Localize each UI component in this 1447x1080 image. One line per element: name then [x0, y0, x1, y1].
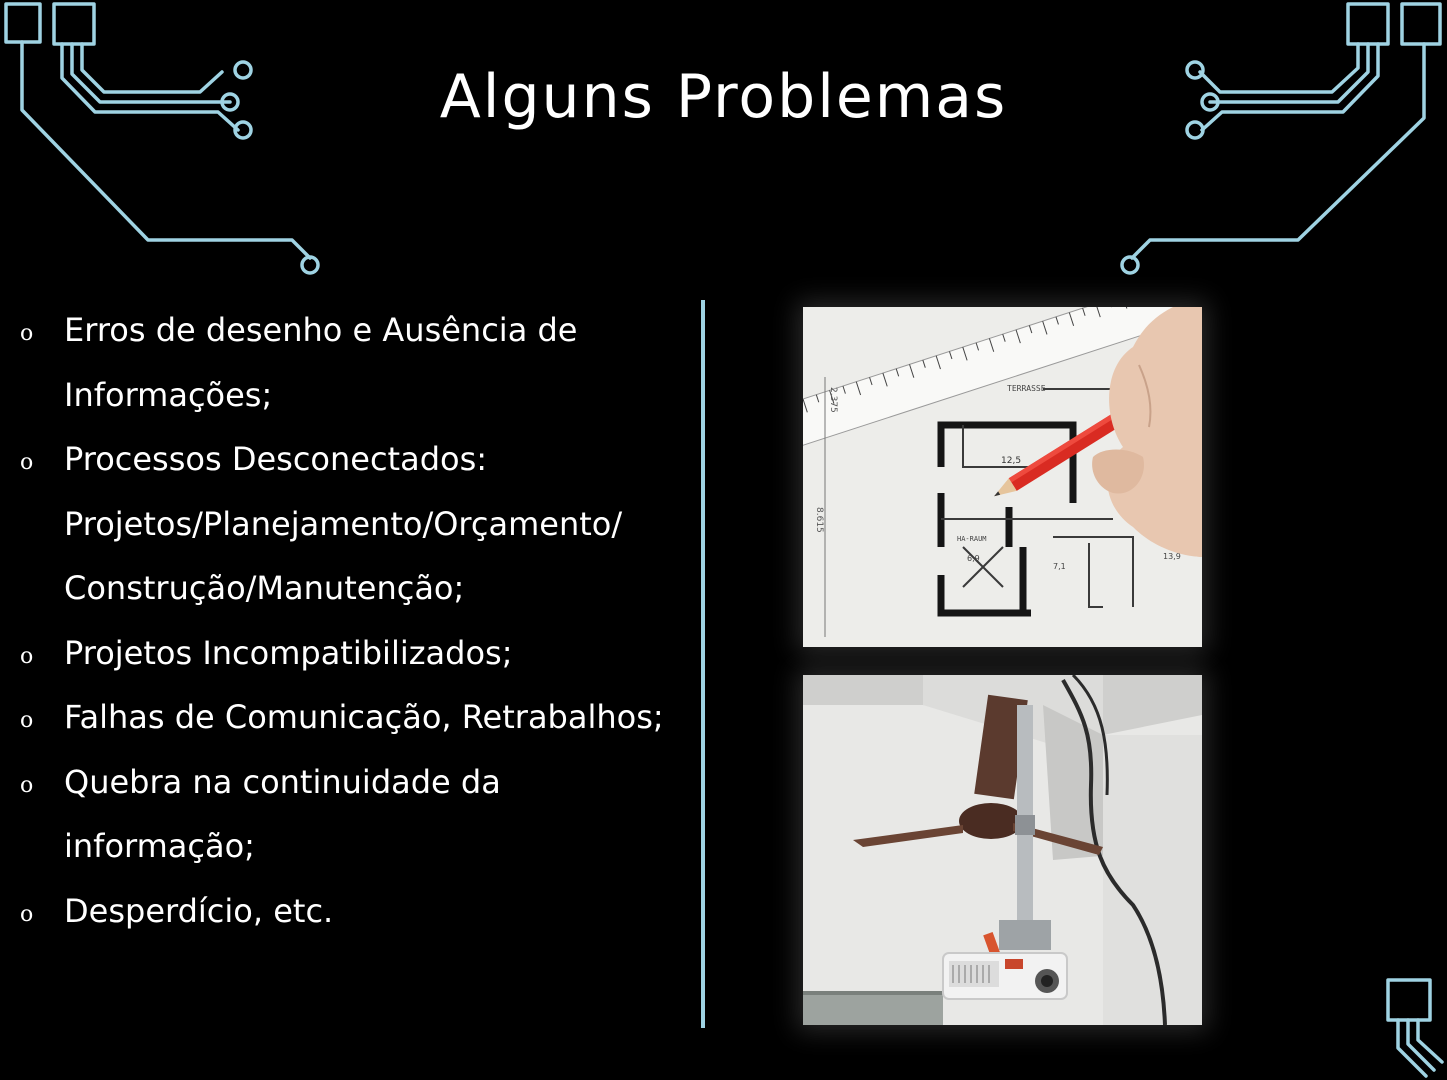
bullet-line: Projetos/Planejamento/Orçamento/	[64, 504, 623, 543]
bullet-marker: o	[20, 772, 34, 798]
bullet-line: Erros de desenho e Ausência de	[64, 311, 578, 349]
circuit-pad-icon	[1402, 4, 1440, 44]
circuit-pad-icon	[1348, 4, 1388, 44]
slide-title: Alguns Problemas	[439, 62, 1008, 132]
circuit-pad-icon	[6, 4, 40, 42]
list-item	[18, 685, 688, 750]
floor-plan-photo	[803, 307, 1202, 647]
vertical-divider	[701, 300, 705, 1028]
bullet-line: Projetos Incompatibilizados;	[64, 633, 513, 672]
bullet-marker: o	[20, 901, 34, 927]
bullet-line: Construção/Manutenção;	[64, 569, 465, 607]
plan-label: 6,9	[967, 554, 980, 563]
plan-label: HA-RAUM	[957, 535, 987, 543]
plan-label: 12,5	[1001, 456, 1022, 466]
plan-dimension: 8.615	[814, 507, 824, 533]
list-item	[18, 621, 688, 686]
circuit-pad-icon	[1388, 980, 1430, 1020]
list-item	[18, 298, 688, 427]
bullet-line: informação;	[64, 827, 255, 865]
bullet-line: Desperdício, etc.	[64, 891, 334, 930]
bullet-list	[18, 298, 688, 943]
plan-label: 13,9	[1163, 552, 1181, 561]
bullet-marker: o	[20, 450, 34, 475]
bullet-marker: o	[20, 321, 34, 346]
plan-label: TERRASSE	[1007, 384, 1046, 393]
bullet-line: Informações;	[64, 375, 273, 414]
circuit-pad-icon	[54, 4, 94, 44]
circuit-node-icon	[1122, 257, 1138, 273]
bullet-line: Processos Desconectados:	[64, 440, 488, 478]
list-item	[18, 879, 688, 944]
plan-label: 7,1	[1053, 562, 1066, 571]
projector-photo	[803, 675, 1202, 1025]
list-item	[18, 427, 688, 621]
plan-dimension: 2.375	[828, 387, 838, 413]
circuit-node-icon	[302, 257, 318, 273]
bullet-marker: o	[20, 643, 34, 669]
list-item	[18, 750, 688, 879]
bullet-marker: o	[20, 708, 34, 733]
bullet-line: Quebra na continuidade da	[64, 762, 501, 801]
bullet-line: Falhas de Comunicação, Retrabalhos;	[64, 698, 664, 736]
